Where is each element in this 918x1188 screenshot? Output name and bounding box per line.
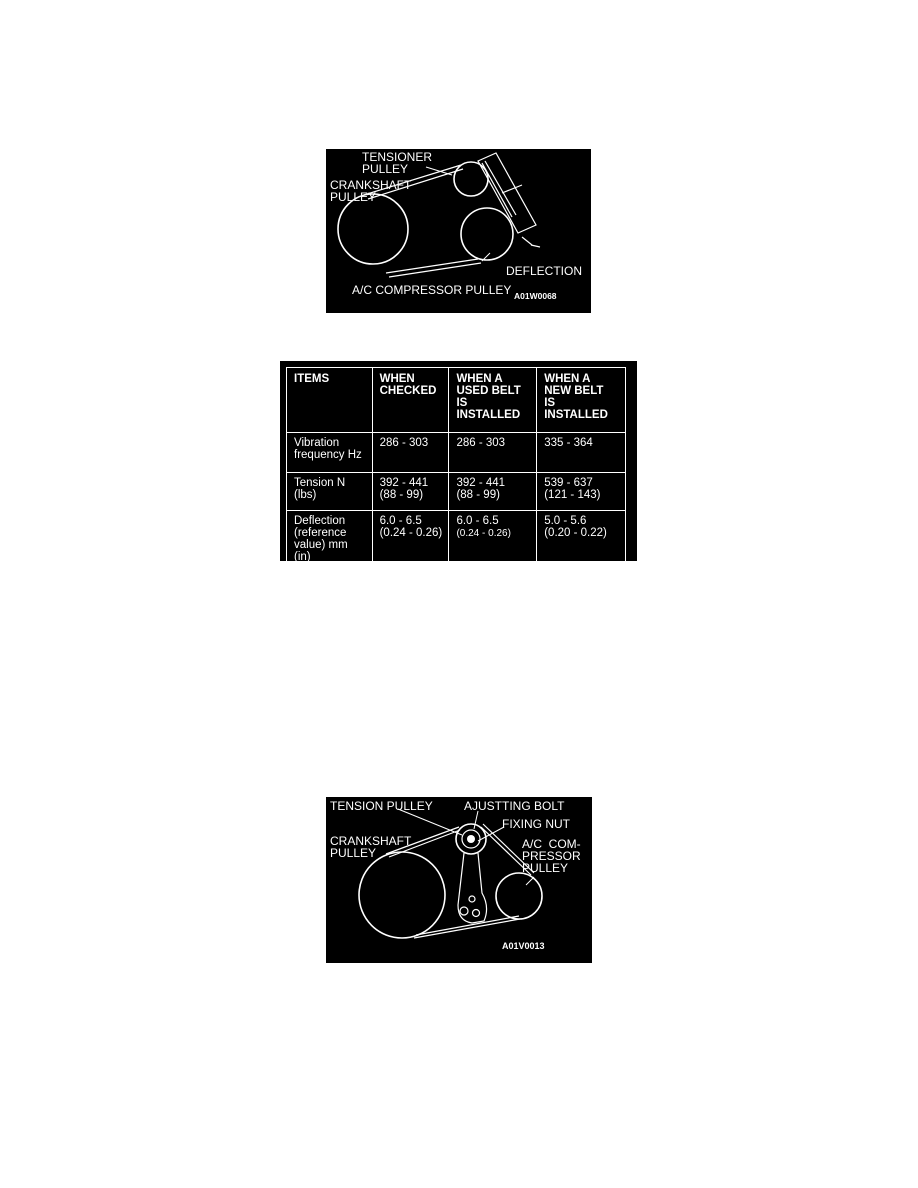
label-ac-3: PULLEY (522, 861, 569, 875)
label-tensioner-1: TENSIONER (362, 150, 433, 164)
label-crankshaft-1: CRANKSHAFT (330, 834, 412, 848)
label-crankshaft-1: CRANKSHAFT (330, 178, 412, 192)
tensioner-pulley-shape (454, 162, 488, 196)
label-crankshaft-2: PULLEY (330, 190, 377, 204)
belt-deflection-diagram (326, 149, 591, 313)
row-deflection-new: 5.0 - 5.6 (0.20 - 0.22) (537, 511, 626, 566)
row-vibration-checked: 286 - 303 (372, 433, 449, 473)
tensioner-bracket (458, 853, 487, 923)
ac-compressor-pulley-shape (461, 208, 513, 260)
fixing-nut-shape (467, 835, 475, 843)
header-when-checked: WHEN CHECKED (372, 368, 449, 433)
row-tension-new: 539 - 637 (121 - 143) (537, 473, 626, 511)
tension-adjustment-diagram (326, 797, 592, 963)
label-adjusting-bolt: AJUSTTING BOLT (464, 799, 565, 813)
row-deflection-used: 6.0 - 6.5 (0.24 - 0.26) (449, 511, 537, 566)
row-deflection-item: Deflection (reference value) mm (in) (287, 511, 373, 566)
row-deflection-checked: 6.0 - 6.5 (0.24 - 0.26) (372, 511, 449, 566)
table-header-row (287, 368, 626, 433)
table-row (287, 511, 626, 566)
tension-adjustment-figure (326, 797, 592, 963)
header-used-belt: WHEN A USED BELT IS INSTALLED (449, 368, 537, 433)
figure-code: A01V0013 (502, 941, 545, 951)
belt-deflection-figure (326, 149, 591, 313)
row-vibration-item: Vibration frequency Hz (287, 433, 373, 473)
ac-compressor-pulley-shape (496, 873, 542, 919)
label-ac-2: PRESSOR (522, 849, 581, 863)
row-tension-checked: 392 - 441 (88 - 99) (372, 473, 449, 511)
header-new-belt: WHEN A NEW BELT IS INSTALLED (537, 368, 626, 433)
label-crankshaft-2: PULLEY (330, 846, 377, 860)
belt-tension-table (280, 361, 637, 561)
crankshaft-pulley-shape (359, 852, 445, 938)
row-vibration-used: 286 - 303 (449, 433, 537, 473)
figure-code: A01W0068 (514, 291, 557, 301)
row-vibration-new: 335 - 364 (537, 433, 626, 473)
label-tensioner-2: PULLEY (362, 162, 409, 176)
label-ac-compressor: A/C COMPRESSOR PULLEY (352, 283, 512, 297)
label-fixing-nut: FIXING NUT (502, 817, 570, 831)
table-row (287, 473, 626, 511)
label-ac-1: A/C COM- (522, 837, 581, 851)
row-tension-item: Tension N (lbs) (287, 473, 373, 511)
tension-gauge (478, 153, 540, 247)
header-items: ITEMS (287, 368, 373, 433)
label-tension-pulley: TENSION PULLEY (330, 799, 433, 813)
tensioner-leader (426, 167, 452, 175)
crankshaft-pulley-shape (338, 194, 408, 264)
row-tension-used: 392 - 441 (88 - 99) (449, 473, 537, 511)
label-deflection: DEFLECTION (506, 264, 583, 278)
table-row (287, 433, 626, 473)
